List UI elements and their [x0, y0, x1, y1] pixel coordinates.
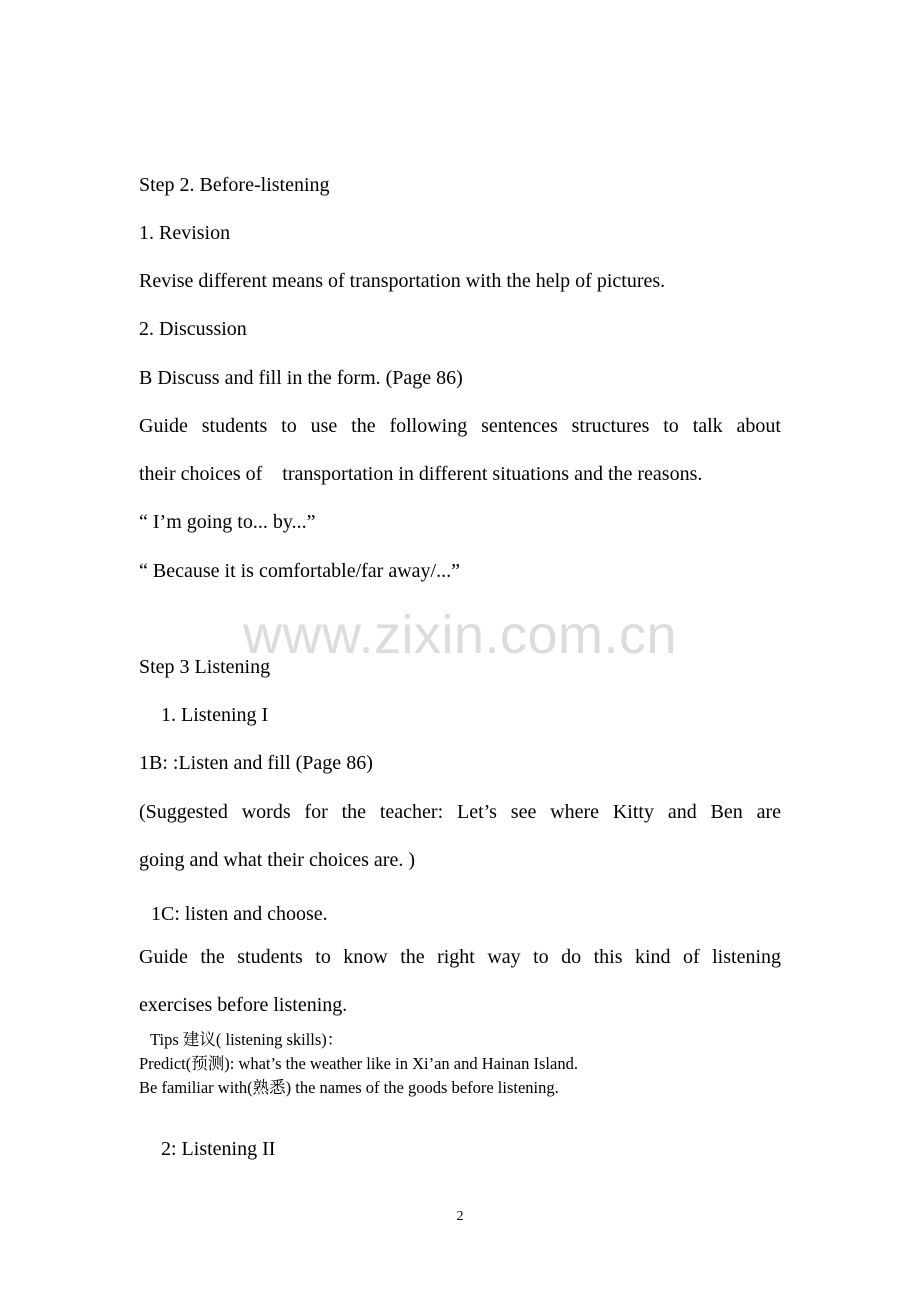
- tips-heading: Tips 建议( listening skills)：: [150, 1030, 344, 1049]
- tip-familiar: Be familiar with(熟悉) the names of the goods before listening.: [139, 1078, 559, 1097]
- step3-heading: Step 3 Listening: [139, 656, 271, 678]
- listening1-heading: 1. Listening I: [161, 704, 269, 726]
- step2-heading: Step 2. Before-listening: [139, 174, 330, 196]
- revision-heading: 1. Revision: [139, 222, 231, 244]
- watermark: www.zixin.com.cn: [242, 605, 678, 665]
- guide-text-line2: their choices of transportation in different situations and the reasons.: [139, 463, 703, 485]
- guide-text-line1: Guide students to use the following sentences structures to talk about: [139, 415, 781, 437]
- suggested-words-line1: (Suggested words for the teacher: Let’s see where Kitty and Ben are: [139, 801, 781, 823]
- sentence-structure-1: “ I’m going to... by...”: [139, 511, 316, 533]
- listening2-heading: 2: Listening II: [161, 1138, 276, 1160]
- task-1c: 1C: listen and choose.: [151, 903, 328, 925]
- discuss-task: B Discuss and fill in the form. (Page 86): [139, 367, 463, 389]
- guide-students-line2: exercises before listening.: [139, 994, 348, 1016]
- sentence-structure-2: “ Because it is comfortable/far away/...”: [139, 560, 460, 582]
- page-number: 2: [456, 1209, 464, 1224]
- discussion-heading: 2. Discussion: [139, 318, 247, 340]
- revision-text: Revise different means of transportation with the help of pictures.: [139, 270, 666, 292]
- tip-predict: Predict(预测): what’s the weather like in Xi’an and Hainan Island.: [139, 1054, 578, 1073]
- task-1b: 1B: :Listen and fill (Page 86): [139, 752, 373, 774]
- guide-students-line1: Guide the students to know the right way to do this kind of listening: [139, 946, 781, 968]
- suggested-words-line2: going and what their choices are. ): [139, 849, 416, 871]
